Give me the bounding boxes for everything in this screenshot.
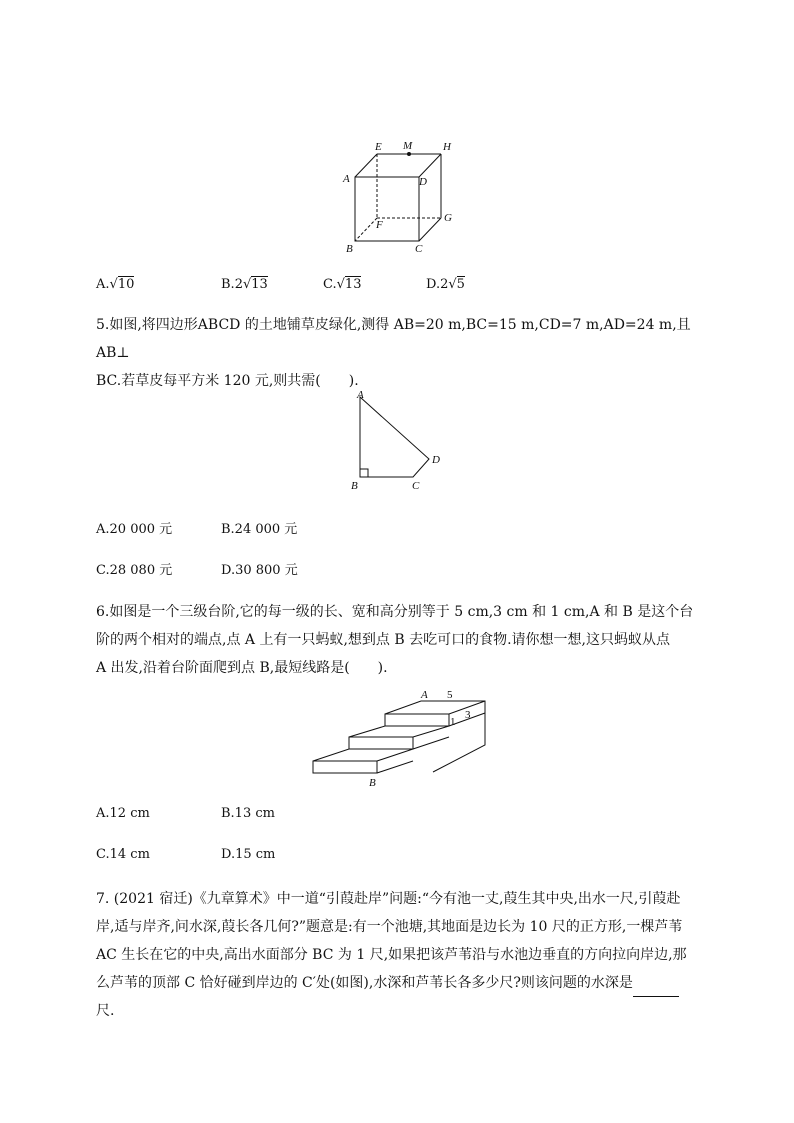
answer-blank[interactable]	[633, 982, 679, 997]
q6-option-d[interactable]: D.15 cm	[221, 847, 276, 862]
label-g: G	[444, 212, 452, 224]
staircase-figure	[305, 685, 500, 793]
fig6-label-length: 5	[447, 689, 453, 701]
q7-line-2: 岸,适与岸齐,问水深,葭长各几何?”题意是:有一个池塘,其地面是边长为 10 尺的正方形,一棵芦苇	[96, 919, 683, 935]
fig5-label-b: B	[351, 480, 358, 492]
q4-option-d[interactable]: D.2√5	[426, 277, 465, 292]
q6-option-a[interactable]: A.12 cm	[96, 806, 150, 821]
q7-line-1: 7. (2021 宿迁)《九章算术》中一道“引葭赴岸”问题:“今有池一丈,葭生其中央,出水一尺,引葭赴	[96, 891, 681, 907]
label-f: F	[376, 219, 383, 231]
cube-figure	[335, 135, 465, 260]
label-c: C	[415, 243, 423, 255]
label-e: E	[375, 141, 382, 153]
q5-option-a[interactable]: A.20 000 元	[96, 522, 173, 537]
fig6-label-a: A	[421, 689, 428, 701]
q4-option-a[interactable]: A.√10	[96, 277, 135, 292]
q5-line-2: BC.若草皮每平方米 120 元,则共需( ).	[96, 373, 359, 389]
q4-option-b[interactable]: B.2√13	[221, 277, 268, 292]
q6-line-2: 阶的两个相对的端点,点 A 上有一只蚂蚁,想到点 B 去吃可口的食物.请你想一想,这只蚂蚁从点	[96, 632, 670, 648]
point-m	[407, 152, 411, 156]
fig5-label-c: C	[412, 480, 420, 492]
label-b: B	[346, 243, 353, 255]
q5-option-d[interactable]: D.30 800 元	[221, 563, 298, 578]
label-h: H	[443, 141, 451, 153]
q5-option-c[interactable]: C.28 080 元	[96, 563, 173, 578]
q5-line-1: 5.如图,将四边形ABCD 的土地铺草皮绿化,测得 AB=20 m,BC=15 m,CD=7 m,AD=24 m,且 AB⊥	[96, 317, 691, 361]
q4-option-c[interactable]: C.√13	[323, 277, 362, 292]
q6-option-c[interactable]: C.14 cm	[96, 847, 150, 862]
label-a: A	[343, 173, 350, 185]
q7-line-5: 尺.	[96, 1003, 115, 1019]
q6-question	[96, 598, 706, 682]
fig5-label-d: D	[432, 454, 440, 466]
q7-line-3: AC 生长在它的中央,高出水面部分 BC 为 1 尺,如果把该芦苇沿与水池边垂直的方向拉向岸边,那	[96, 947, 687, 963]
q7-question	[96, 885, 706, 1025]
label-d: D	[419, 176, 427, 188]
fig5-label-a: A	[357, 389, 364, 401]
q6-option-b[interactable]: B.13 cm	[221, 806, 275, 821]
q7-line-4: 么芦苇的顶部 C 恰好碰到岸边的 C′处(如图),水深和芦苇长各多少尺?则该问题的水深是	[96, 969, 706, 997]
fig6-label-height: 1	[450, 716, 456, 728]
label-m: M	[403, 140, 413, 152]
fig6-label-b: B	[369, 777, 376, 789]
quadrilateral-figure	[345, 385, 450, 495]
q6-line-1: 6.如图是一个三级台阶,它的每一级的长、宽和高分别等于 5 cm,3 cm 和 1 cm,A 和 B 是这个台	[96, 604, 694, 620]
fig6-label-width: 3	[465, 709, 471, 721]
q5-question	[96, 311, 706, 395]
q6-line-3: A 出发,沿着台阶面爬到点 B,最短线路是( ).	[96, 660, 388, 676]
q5-option-b[interactable]: B.24 000 元	[221, 522, 298, 537]
